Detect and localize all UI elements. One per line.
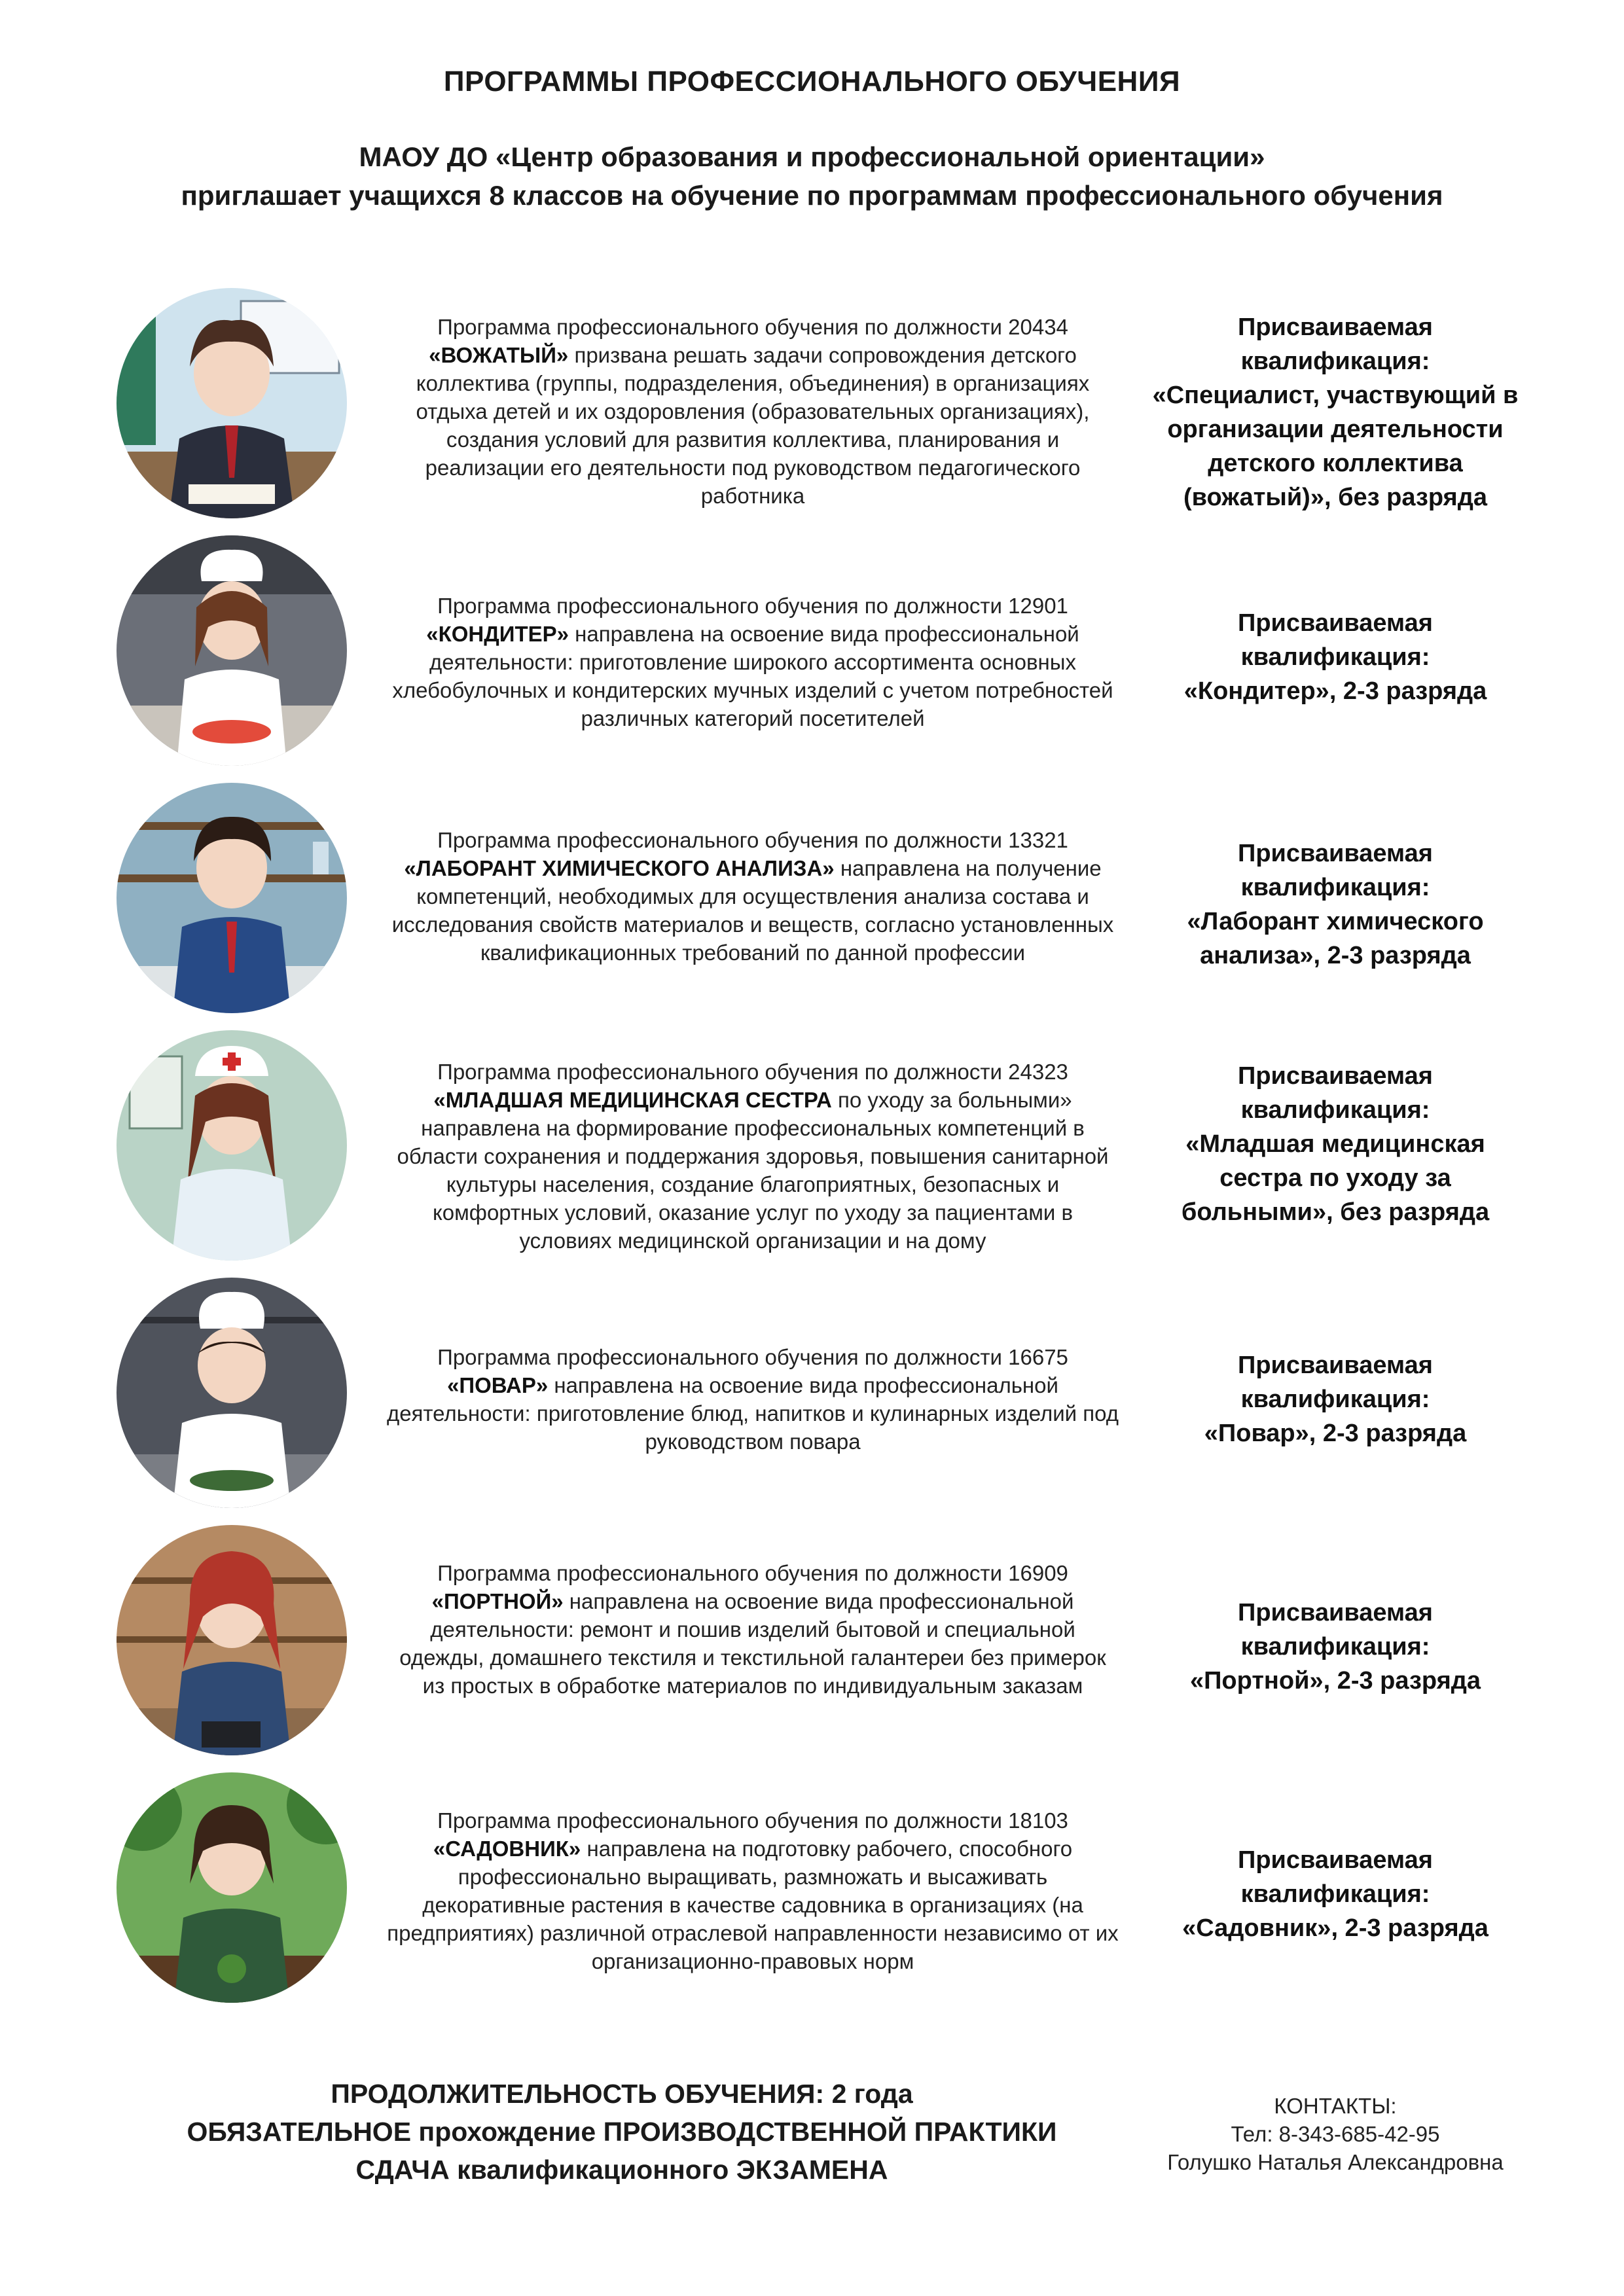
program-text: направлена на освоение вида профессиональной деятельности: приготовление широкого ассортимента основных хлебобулочных и кондитерских мучных изделий с учетом потребностей различных категорий посетителей (392, 622, 1113, 730)
gardener-illustration (117, 1772, 347, 2003)
qualification-value: «Повар», 2-3 разряда (1204, 1420, 1467, 1447)
qualification-label: Присваиваемая квалификация: (1238, 609, 1433, 671)
program-name: «ВОЖАТЫЙ» (429, 343, 569, 367)
practice-line: ОБЯЗАТЕЛЬНОЕ прохождение ПРОИЗВОДСТВЕННОЙ ПРАКТИКИ (187, 2117, 1057, 2147)
qualification-label: Присваиваемая квалификация: (1238, 840, 1433, 901)
program-description (386, 1559, 1119, 1700)
qualification-label: Присваиваемая квалификация: (1238, 1846, 1433, 1908)
qualification-value: «Садовник», 2-3 разряда (1182, 1914, 1489, 1942)
duration-line: ПРОДОЛЖИТЕЛЬНОСТЬ ОБУЧЕНИЯ: 2 года (331, 2079, 913, 2109)
qualification (1152, 836, 1519, 973)
organization-line: МАОУ ДО «Центр образования и профессиональной ориентации» (359, 141, 1265, 172)
program-description (386, 1058, 1119, 1255)
program-description (386, 313, 1119, 510)
qualification-label: Присваиваемая квалификация: (1238, 314, 1433, 375)
qualification (1152, 1348, 1519, 1450)
confectioner-illustration (117, 535, 347, 766)
footer-info (151, 2075, 1093, 2189)
qualification-value: «Лаборант химического анализа», 2-3 разряда (1187, 908, 1484, 969)
program-row-portnoi (0, 1525, 1624, 1774)
contacts-block (1152, 2092, 1519, 2176)
program-description (386, 1806, 1119, 1975)
program-row-konditer (0, 535, 1624, 784)
nurse-illustration (117, 1030, 347, 1261)
qualification-value: «Кондитер», 2-3 разряда (1183, 677, 1487, 705)
program-name: «САДОВНИК» (433, 1837, 581, 1861)
qualification-label: Присваиваемая квалификация: (1238, 1352, 1433, 1413)
program-description (386, 1343, 1119, 1456)
qualification-label: Присваиваемая квалификация: (1238, 1062, 1433, 1124)
qualification-value: «Специалист, участвующий в организации деятельности детского коллектива (вожатый)», без разряда (1152, 382, 1519, 511)
qualification (1152, 310, 1519, 514)
program-text: по уходу за больными» направлена на формирование профессиональных компетенций в области сохранения и поддержания здоровья, повышения санитарной культуры населения, создание благоприятных, безопасных и комфортных условий, оказание услуг по уходу за пациентами в условиях медицинской организации и на дому (397, 1088, 1109, 1253)
qualification (1152, 606, 1519, 708)
program-intro: Программа профессионального обучения по должности 18103 (437, 1808, 1068, 1833)
program-text: направлена на освоение вида профессиональной деятельности: приготовление блюд, напитков и кулинарных изделий под руководством повара (386, 1373, 1119, 1454)
program-row-laborant (0, 783, 1624, 1031)
page-title: ПРОГРАММЫ ПРОФЕССИОНАЛЬНОГО ОБУЧЕНИЯ (443, 65, 1181, 98)
program-text: направлена на подготовку рабочего, способного профессионально выращивать, размножать и высаживать декоративные растения в качестве садовника в организациях (на предприятиях) различной отраслевой направленности независимо от их организационно-правовых норм (387, 1837, 1119, 1973)
counselor-illustration (117, 288, 347, 518)
program-intro: Программа профессионального обучения по должности 20434 (437, 315, 1068, 339)
program-name: «КОНДИТЕР» (426, 622, 569, 646)
program-description (386, 592, 1119, 732)
program-name: «МЛАДШАЯ МЕДИЦИНСКАЯ СЕСТРА (433, 1088, 832, 1112)
lab-assistant-illustration (117, 783, 347, 1013)
contacts-label: КОНТАКТЫ: (1274, 2094, 1397, 2118)
qualification-value: «Портной», 2-3 разряда (1189, 1667, 1481, 1695)
program-text: призвана решать задачи сопровождения детского коллектива (группы, подразделения, объединения) в организациях отдыха детей и их оздоровления (образовательных организациях), создания условий для развития коллектива, планирования и реализации его деятельности под руководством педагогического работника (416, 343, 1090, 508)
cook-illustration (117, 1278, 347, 1508)
program-intro: Программа профессионального обучения по должности 13321 (437, 828, 1068, 852)
program-name: «ПОВАР» (447, 1373, 549, 1397)
program-text: направлена на получение компетенций, необходимых для осуществления анализа состава и исследования свойств материалов и веществ, согласно установленных квалификационных требований по данной профессии (391, 856, 1114, 965)
tailor-illustration (117, 1525, 347, 1755)
contact-phone[interactable]: Тел: 8-343-685-42-95 (1231, 2122, 1440, 2146)
program-row-povar (0, 1278, 1624, 1526)
program-intro: Программа профессионального обучения по должности 16909 (437, 1561, 1068, 1585)
contact-person: Голушко Наталья Александровна (1167, 2150, 1504, 2174)
program-intro: Программа профессионального обучения по должности 16675 (437, 1345, 1068, 1369)
program-row-sadovnik (0, 1772, 1624, 2021)
program-intro: Программа профессионального обучения по должности 24323 (437, 1060, 1068, 1084)
program-name: «ПОРТНОЙ» (431, 1589, 564, 1613)
program-text: направлена на освоение вида профессиональной деятельности: ремонт и пошив изделий бытовой и специальной одежды, домашнего текстиля и текстильной галантереи без примерок из простых в обработке материалов по индивидуальным заказам (399, 1589, 1106, 1698)
program-description (386, 826, 1119, 967)
qualification-value: «Младшая медицинская сестра по уходу за больными», без разряда (1181, 1130, 1490, 1226)
qualification (1152, 1596, 1519, 1698)
invitation-line: приглашает учащихся 8 классов на обучение по программам профессионального обучения (181, 180, 1443, 211)
program-row-vozhatyi (0, 288, 1624, 537)
exam-line: СДАЧА квалификационного ЭКЗАМЕНА (355, 2155, 888, 2185)
program-row-medsestra (0, 1030, 1624, 1279)
qualification-label: Присваиваемая квалификация: (1238, 1599, 1433, 1660)
qualification (1152, 1059, 1519, 1229)
program-name: «ЛАБОРАНТ ХИМИЧЕСКОГО АНАЛИЗА» (404, 856, 835, 880)
program-intro: Программа профессионального обучения по должности 12901 (437, 594, 1068, 618)
qualification (1152, 1843, 1519, 1945)
